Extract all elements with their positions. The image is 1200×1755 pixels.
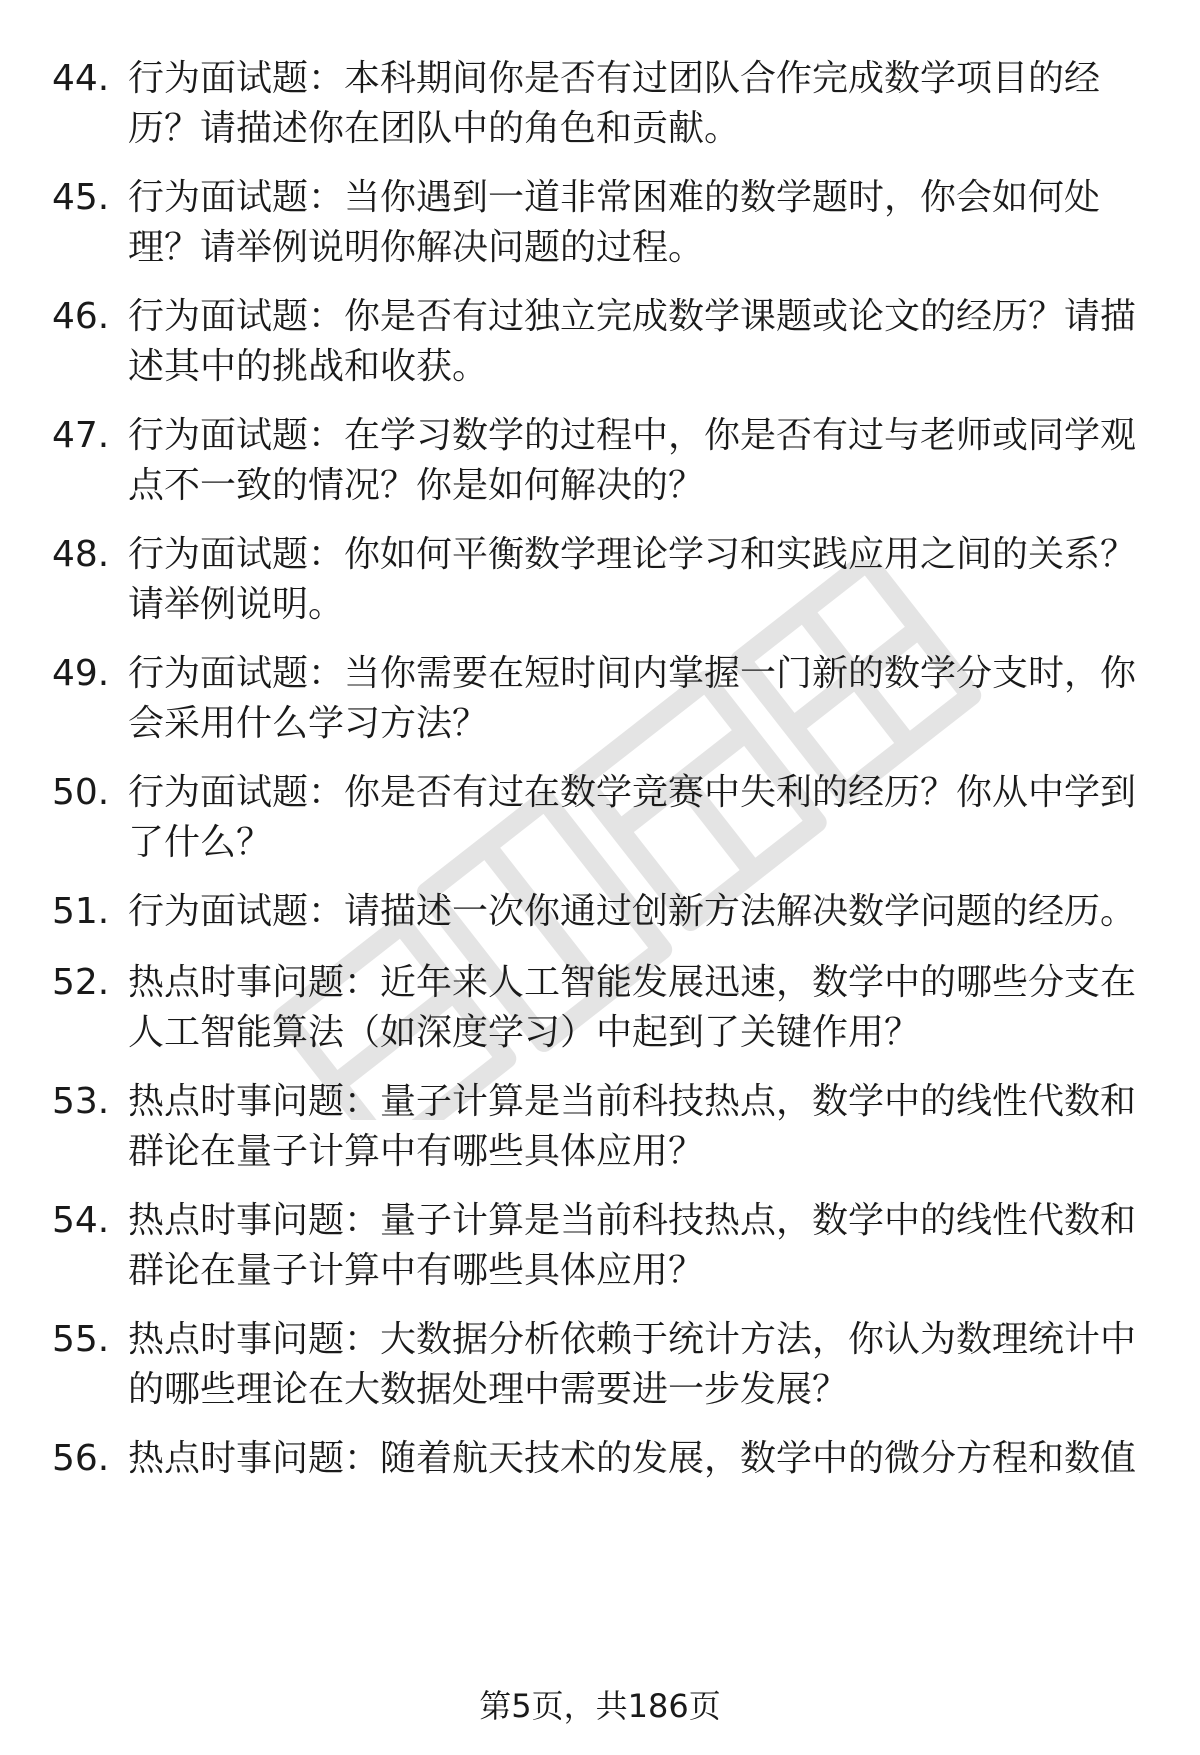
question-number: 49. <box>52 653 110 694</box>
question-number: 45. <box>52 177 110 218</box>
question-number: 50. <box>52 772 110 813</box>
question-number: 47. <box>52 415 110 456</box>
question-text: 行为面试题：在学习数学的过程中，你是否有过与老师或同学观点不一致的情况？你是如何解决的？ <box>128 415 1137 506</box>
question-text: 热点时事问题：大数据分析依赖于统计方法，你认为数理统计中的哪些理论在大数据处理中需要进一步发展？ <box>128 1319 1137 1410</box>
question-text: 行为面试题：当你遇到一道非常困难的数学题时，你会如何处理？请举例说明你解决问题的过程。 <box>128 177 1101 268</box>
question-number: 53. <box>52 1081 110 1122</box>
question-number: 52. <box>52 962 110 1003</box>
question-text: 行为面试题：你如何平衡数学理论学习和实践应用之间的关系？请举例说明。 <box>128 534 1137 625</box>
question-number: 46. <box>52 296 110 337</box>
question-number: 48. <box>52 534 110 575</box>
page-number-label: 第5页，共186页 <box>479 1687 721 1725</box>
question-number: 56. <box>52 1438 110 1479</box>
question-number: 55. <box>52 1319 110 1360</box>
question-text: 热点时事问题：量子计算是当前科技热点，数学中的线性代数和群论在量子计算中有哪些具体应用？ <box>128 1200 1137 1291</box>
question-text: 行为面试题：请描述一次你通过创新方法解决数学问题的经历。 <box>128 891 1137 932</box>
page-footer <box>0 1684 1200 1728</box>
question-text: 热点时事问题：量子计算是当前科技热点，数学中的线性代数和群论在量子计算中有哪些具体应用？ <box>128 1081 1137 1172</box>
question-text: 行为面试题：本科期间你是否有过团队合作完成数学项目的经历？请描述你在团队中的角色和贡献。 <box>128 58 1101 149</box>
question-number: 44. <box>52 58 110 99</box>
question-text: 行为面试题：你是否有过在数学竞赛中失利的经历？你从中学到了什么？ <box>128 772 1137 863</box>
question-text: 行为面试题：当你需要在短时间内掌握一门新的数学分支时，你会采用什么学习方法？ <box>128 653 1137 744</box>
question-number: 51. <box>52 891 110 932</box>
question-text: 行为面试题：你是否有过独立完成数学课题或论文的经历？请描述其中的挑战和收获。 <box>128 296 1137 387</box>
question-number: 54. <box>52 1200 110 1241</box>
question-text: 热点时事问题：近年来人工智能发展迅速，数学中的哪些分支在人工智能算法（如深度学习）中起到了关键作用？ <box>128 962 1137 1053</box>
question-text: 热点时事问题：随着航天技术的发展，数学中的微分方程和数值 <box>128 1438 1137 1479</box>
